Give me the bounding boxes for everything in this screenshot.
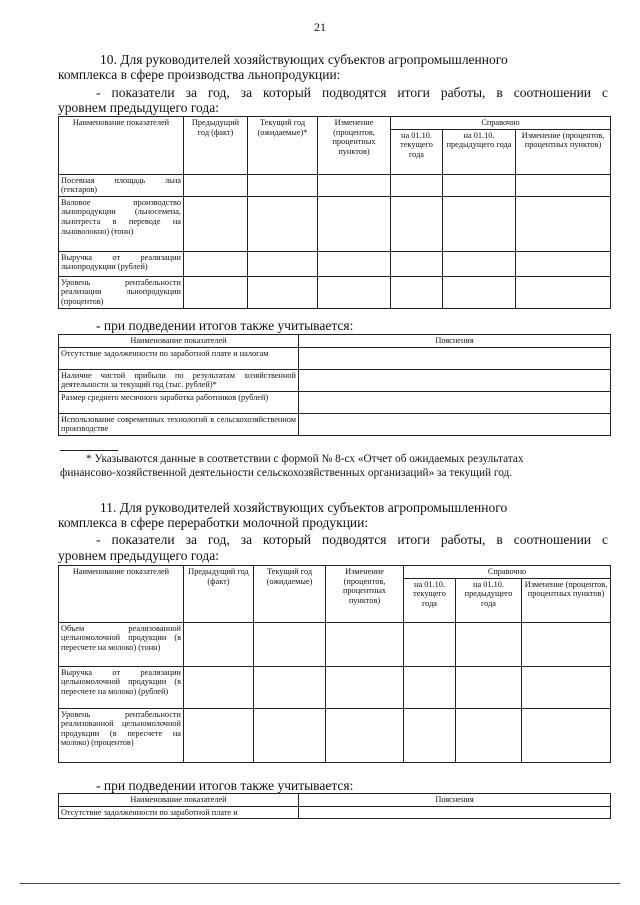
col-header-reference: Справочно (404, 566, 611, 579)
table-row (59, 276, 611, 308)
col-header-name: Наименование показателей (59, 794, 299, 807)
col-header-prev-year: Предыдущий год (факт) (184, 117, 248, 175)
section11-sub-line2: уровнем предыдущего года: (58, 548, 219, 563)
col-header-change: Изменение (процентов, процентных пунктов) (318, 117, 391, 175)
section10-sub-line1: - показатели за год, за который подводятся итоги работы, в соотношении с (96, 85, 608, 100)
col-header-name: Наименование показателей (59, 566, 184, 623)
col-header-reference: Справочно (391, 117, 611, 130)
row-label: Выручка от реализации цельномолочной продукции (в пересчете на молоко) (рублей) (59, 666, 184, 708)
col-header-prev-year: Предыдущий год (факт) (184, 566, 254, 623)
row-label: Отсутствие задолженности по заработной плате и (59, 806, 299, 819)
row-label: Посевная площадь льна (гектаров) (59, 174, 184, 196)
section11-sub-line1: - показатели за год, за который подводятся итоги работы, в соотношении с (96, 532, 608, 547)
row-label: Уровень рентабельности реализованной цельномолочной продукции (в пересчете на молоко) (процентов) (59, 708, 184, 762)
col-header-change: Изменение (процентов, процентных пунктов) (326, 566, 404, 623)
footnote-line1: * Указываются данные в соответствии с формой № 8-сх «Отчет об ожидаемых результатах (86, 453, 524, 465)
col-header-ref-prev: на 01.10. предыдущего года (456, 578, 522, 622)
col-header-ref-change: Изменение (процентов, процентных пунктов) (516, 129, 611, 174)
section11-also-table (58, 793, 611, 819)
table-row (59, 196, 611, 251)
table-row (59, 369, 611, 391)
col-header-current-year: Текущий год (ожидаемые) (254, 566, 326, 623)
section10-heading-line2: комплекса в сфере производства льнопродукции: (58, 67, 341, 82)
col-header-notes: Пояснения (299, 794, 611, 807)
table-row (59, 174, 611, 196)
table-row (59, 251, 611, 276)
page-bottom-rule (20, 883, 620, 884)
section10-also-table (58, 334, 611, 436)
footnote-line2: финансово-хозяйственной деятельности сельскохозяйственных организаций» за текущий год. (60, 466, 513, 479)
table-row (59, 666, 611, 708)
footnote (60, 453, 608, 480)
row-label: Выручка от реализации льнопродукции (рублей) (59, 251, 184, 276)
section11-indicators-table (58, 565, 611, 763)
section10-sub-line2: уровнем предыдущего года: (58, 100, 219, 115)
section11-heading-line2: комплекса в сфере переработки молочной продукции: (58, 515, 369, 530)
row-label: Отсутствие задолженности по заработной плате и налогам (59, 347, 299, 369)
col-header-current-year: Текущий год (ожидаемые)* (248, 117, 318, 175)
row-label: Использование современных технологий в сельскохозяйственном производстве (59, 413, 299, 435)
table-row (59, 622, 611, 666)
section11-heading-line1: 11. Для руководителей хозяйствующих субъектов агропромышленного (100, 500, 508, 515)
table-row (59, 391, 611, 413)
section10-heading (58, 52, 608, 82)
row-label: Наличие чистой прибыли по результатам хозяйственной деятельности за текущий год (тыс. рублей)* (59, 369, 299, 391)
table-row (59, 708, 611, 762)
table-row (59, 347, 611, 369)
table-row (59, 413, 611, 435)
col-header-notes: Пояснения (299, 335, 611, 348)
table-row (59, 806, 611, 819)
row-label: Валовое производство льнопродукции (льносемена, льнотреста в переводе на льноволокно) (тонн) (59, 196, 184, 251)
section11-also-line: - при подведении итогов также учитывается: (96, 778, 354, 793)
section10-also-line: - при подведении итогов также учитывается: (96, 318, 354, 333)
row-label: Уровень рентабельности реализации льнопродукции (процентов) (59, 276, 184, 308)
col-header-ref-current: на 01.10. текущего года (404, 578, 456, 622)
col-header-ref-change: Изменение (процентов, процентных пунктов) (522, 578, 611, 622)
row-label: Размер среднего месячного заработка работников (рублей) (59, 391, 299, 413)
col-header-name: Наименование показателей (59, 117, 184, 175)
section10-indicators-table (58, 116, 611, 309)
col-header-ref-current: на 01.10. текущего года (391, 129, 443, 174)
footnote-divider (60, 450, 118, 451)
col-header-name: Наименование показателей (59, 335, 299, 348)
section11-heading (58, 500, 608, 530)
page-number: 21 (314, 20, 326, 34)
row-label: Объем реализованной цельномолочной продукции (в пересчете на молоко) (тонн) (59, 622, 184, 666)
col-header-ref-prev: на 01.10. предыдущего года (443, 129, 516, 174)
section10-heading-line1: 10. Для руководителей хозяйствующих субъектов агропромышленного (100, 52, 508, 67)
